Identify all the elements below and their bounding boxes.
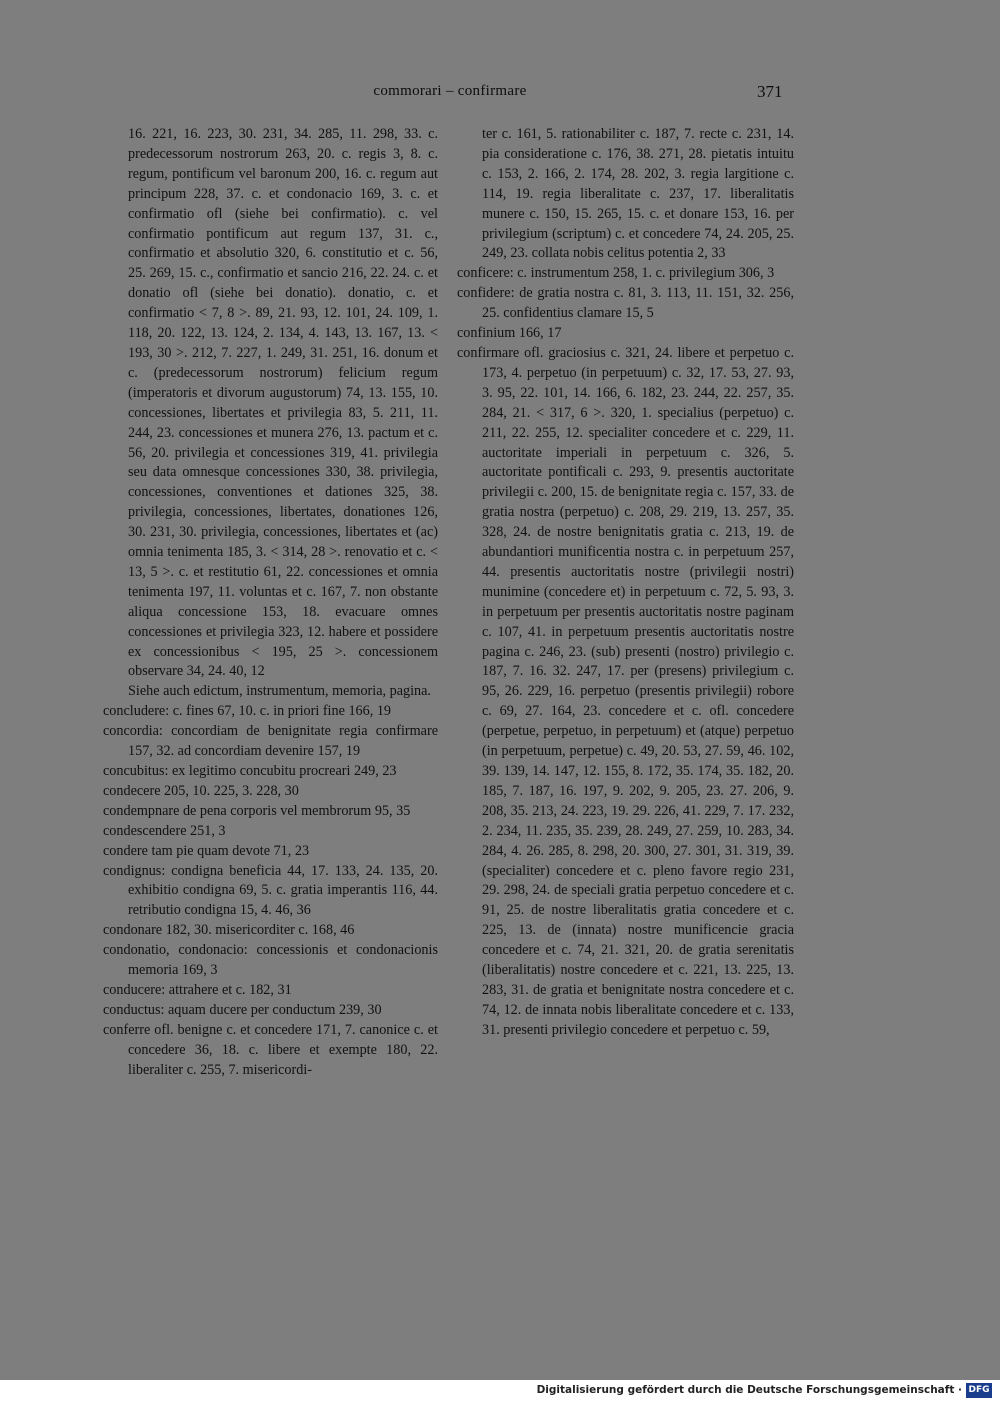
- running-title: commorari – confirmare: [373, 83, 527, 99]
- index-entry-continuation: Siehe auch edictum, instrumentum, memoria, pagina.: [128, 683, 431, 700]
- index-entry: concordia: concordiam de benignitate regia confirmare 157, 32. ad concordiam devenire 157, 19: [103, 723, 438, 760]
- index-entry-continuation: ter c. 161, 5. rationabiliter c. 187, 7. recte c. 231, 14. pia consideratione c. 176, 38. 271, 28. pietatis intuitu c. 153, 2. 166, 2. 174, 28. 202, 3. regia largitione c. 114, 19. regia liberalitate c. 237, 17. liberalitatis munere c. 150, 15. 265, 15. c. et donare 153, 16. per privilegium (scriptum) c. et concedere 74, 24. 205, 25. 249, 23. collata nobis celitus potentia 2, 33: [482, 126, 794, 262]
- index-entry: conductus: aquam ducere per conductum 239, 30: [103, 1001, 382, 1018]
- index-entry: condonatio, condonacio: concessionis et condonacionis memoria 169, 3: [103, 942, 438, 979]
- index-entry: conferre ofl. benigne c. et concedere 171, 7. canonice c. et concedere 36, 18. c. libere et exempte 180, 22. liberaliter c. 255, 7. misericordi-: [103, 1021, 438, 1078]
- index-entry: concludere: c. fines 67, 10. c. in priori fine 166, 19: [103, 703, 392, 720]
- index-entry: condignus: condigna beneficia 44, 17. 133, 24. 135, 20. exhibitio condigna 69, 5. c. gratia imperantis 116, 44. retributio condigna 15, 4. 46, 36: [103, 862, 438, 919]
- index-entry: conficere: c. instrumentum 258, 1. c. privilegium 306, 3: [457, 265, 775, 282]
- index-entry: confirmare ofl. graciosius c. 321, 24. libere et perpetuo c. 173, 4. perpetuo (in perpetuum) c. 32, 17. 53, 27. 93, 3. 95, 22. 101, 14. 166, 6. 182, 23. 244, 22. 257, 35. 284, 21. < 317, 6 >. 320, 1. specialius (perpetuo) c. 211, 22. 255, 12. specialiter concedere et c. 229, 11. auctoritate imperiali in perpetuum c. 326, 5. auctoritate pontificali c. 293, 9. presentis auctoritate privilegii c. 200, 15. de benignitate regia c. 157, 33. de gratia nostra (perpetuo) c. 208, 29. 219, 13. 257, 35. 328, 24. de nostre benignitatis gratia c. 213, 19. de abundantiori munificentia nostra c. in perpetuum 257, 44. presentis auctoritatis nostre (privilegii nostri) munimine (concedere et) in perpetuum c. 72, 5. 93, 3. in perpetuum per presentis auctoritatis nostre paginam c. 107, 41. in perpetuum presentis auctoritatis nostre pagina c. 246, 23. (sub) presenti (nostro) privilegio c. 187, 7. 16. 32. 247, 17. per (presens) privilegium c. 95, 26. 229, 16. perpetuo (presentis privilegii) robore c. 69, 27. 164, 23. concedere et c. ofl. concedere (perpetue, perpetuo, in perpetuum) et (atque) perpetuo (in perpetuum, perpetue) c. 49, 20. 53, 27. 59, 46. 102, 39. 139, 14. 147, 12. 155, 8. 172, 35. 174, 35. 182, 20. 185, 7. 187, 16. 197, 9. 202, 9. 205, 23. 27. 206, 9. 208, 35. 213, 24. 223, 19. 29. 226, 41. 229, 7. 17. 232, 2. 234, 11. 235, 35. 239, 28. 249, 27. 259, 10. 283, 34. 284, 4. 26. 285, 8. 298, 20. 300, 27. 301, 31. 319, 39. (specialiter) concedere et c. pleno favore regio 231, 29. 298, 24. de speciali gratia perpetuo concedere et c. 91, 25. de nostre liberalitatis gratia concedere et c. 225, 13. de (innata) nostre munificencie gracia concedere et c. 74, 21. 321, 20. de gratia serenitatis (liberalitatis) nostre concedere et c. 221, 13. 225, 13. 283, 31. de gratia et benignitate nostra concedere et c. 74, 12. de innata nobis liberalitate concedere et c. 133, 31. presenti privilegio concedere et perpetuo c. 59,: [457, 344, 794, 1038]
- index-entry: concubitus: ex legitimo concubitu procreari 249, 23: [103, 763, 397, 779]
- index-entry: condempnare de pena corporis vel membrorum 95, 35: [103, 802, 411, 819]
- index-entry: conducere: attrahere et c. 182, 31: [103, 981, 292, 998]
- index-entry: confinium 166, 17: [457, 325, 562, 342]
- index-entry: confidere: de gratia nostra c. 81, 3. 113, 11. 151, 32. 256, 25. confidentius clamare 15, 5: [457, 285, 794, 322]
- dfg-logo: DFG: [966, 1383, 992, 1398]
- index-entry: condere tam pie quam devote 71, 23: [103, 842, 310, 859]
- right-column: [457, 125, 794, 1041]
- funding-credit: Digitalisierung gefördert durch die Deutsche Forschungsgemeinschaft ·: [536, 1384, 962, 1396]
- footer-bar: [0, 1380, 1000, 1402]
- index-entry-continuation: 16. 221, 16. 223, 30. 231, 34. 285, 11. 298, 33. c. predecessorum nostrorum 263, 20. c. regis 3, 8. c. regum, pontificum vel baronum 200, 16. c. regum aut principum 228, 37. c. et condonacio 169, 3. c. et confirmatio ofl (siehe bei confirmatio). c. vel confirmatio pontificum aut regum 137, 31. c., confirmatio et absolutio 320, 6. constitutio et c. 56, 25. 269, 15. c., confirmatio et sancio 216, 22. 24. c. et donatio ofl (siehe bei donatio). donatio, c. et confirmatio < 7, 8 >. 89, 21. 93, 12. 101, 24. 109, 1. 118, 20. 122, 13. 124, 2. 134, 4. 143, 13. 167, 13. < 193, 30 >. 212, 7. 227, 1. 249, 31. 251, 16. donum et c. (predecessorum nostrorum) felicium regum (imperatoris et divorum augustorum) 74, 13. 155, 10. concessiones, libertates et privilegia 83, 5. 211, 11. 244, 23. concessiones et munera 276, 13. pactum et c. 56, 20. privilegia et concessiones 319, 41. privilegia seu data omnesque concessiones 330, 38. privilegia, concessiones, conventiones et dationes 325, 38. privilegia, concessiones, libertates, donationes 126, 30. 231, 30. privilegia, concessiones, libertates et (ac) omnia tenimenta 185, 3. < 314, 28 >. renovatio et c. < 13, 5 >. c. et restitutio 61, 22. concessiones et omnia tenimenta 197, 11. voluntas et c. 167, 7. non obstante aliqua concessione 153, 18. evacuare omnes concessiones et privilegia 323, 12. habere et possidere ex concessionibus < 195, 25 >. concessionem observare 34, 24. 40, 12: [128, 126, 438, 680]
- index-entry: condecere 205, 10. 225, 3. 228, 30: [103, 782, 299, 799]
- index-entry: condonare 182, 30. misericorditer c. 168, 46: [103, 922, 355, 939]
- left-column: [103, 125, 438, 1081]
- page-number: 371: [757, 82, 783, 101]
- index-entry: condescendere 251, 3: [103, 822, 226, 839]
